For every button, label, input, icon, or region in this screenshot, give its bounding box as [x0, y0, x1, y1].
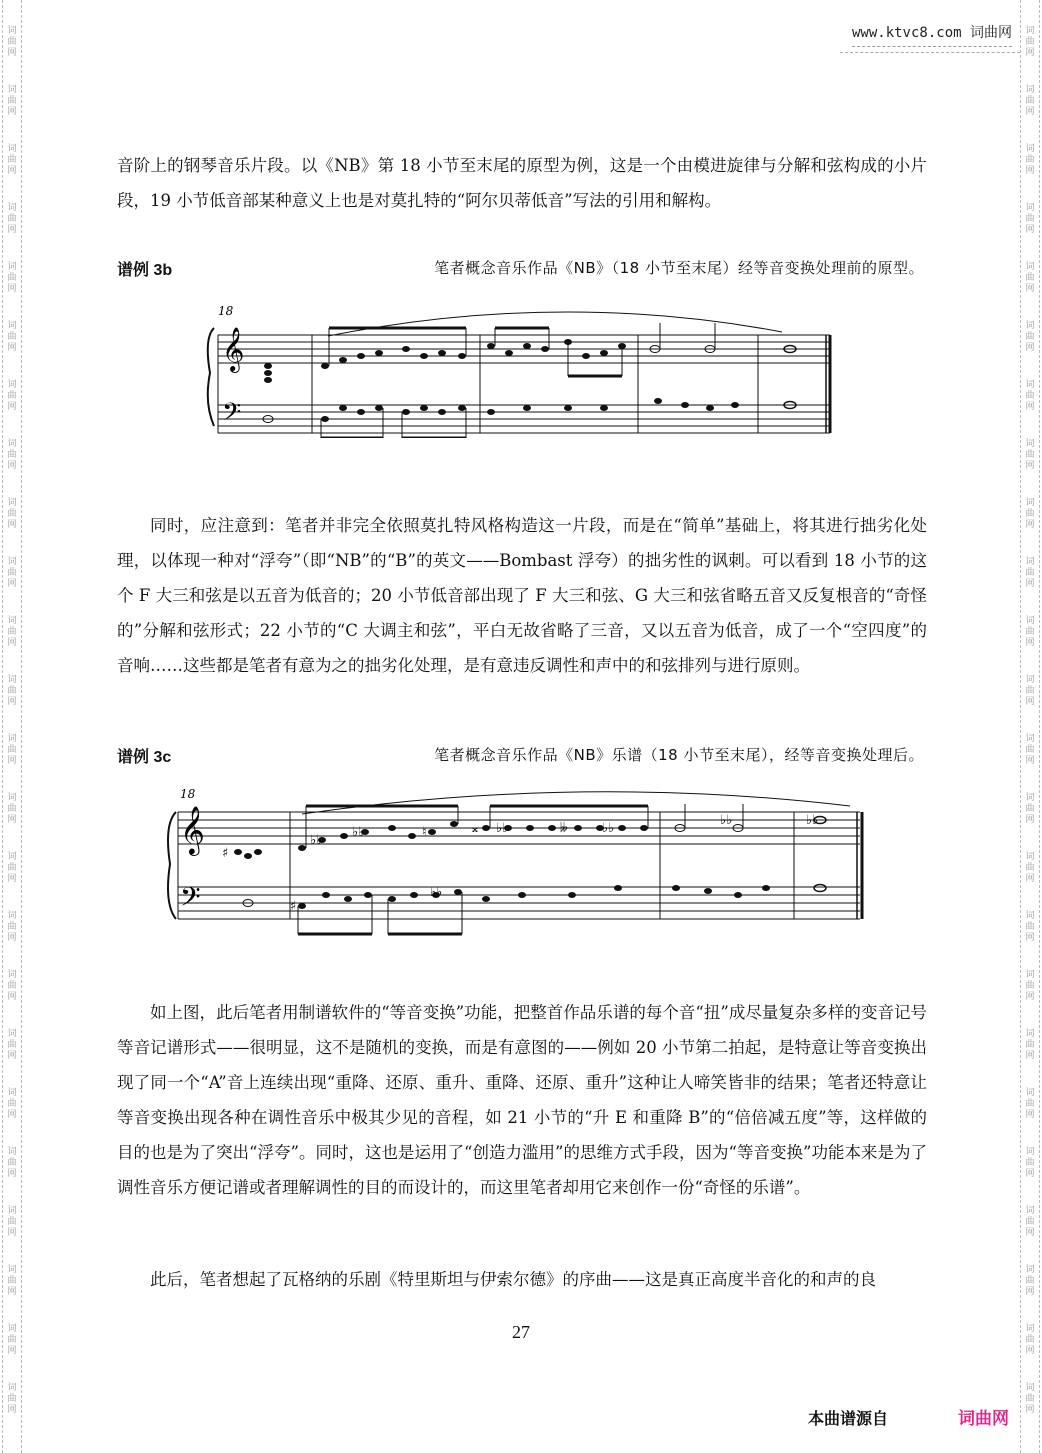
watermark-text: 词 曲 网 [1025, 793, 1035, 825]
watermark-text: 词 曲 网 [7, 1206, 17, 1238]
watermark-text: 词 曲 网 [1025, 380, 1035, 412]
watermark-text: 词 曲 网 [1025, 439, 1035, 471]
svg-text:♭♭: ♭♭ [496, 821, 509, 836]
score-example-3b [200, 298, 840, 438]
svg-text:♭♭: ♭♭ [430, 885, 443, 900]
score-example-3c [160, 784, 880, 944]
header-divider [840, 52, 1020, 53]
svg-text:♭♭: ♭♭ [720, 813, 733, 828]
svg-text:♭♭: ♭♭ [352, 825, 365, 840]
treble-notes [234, 817, 826, 860]
watermark-text: 词 曲 网 [1025, 675, 1035, 707]
watermark-text: 词 曲 网 [7, 1383, 17, 1415]
header-site-url: www.ktvc8.com 词曲网 [852, 22, 1012, 47]
phrase-slur [328, 312, 782, 336]
paragraph-2: 同时，应注意到：笔者并非完全依照莫扎特风格构造这一片段，而是在“简单”基础上，将其进行拙劣化处理，以体现一种对“浮夸”（即“NB”的“B”的英文——Bombast 浮夸）的拙劣性的讽刺。可以看到 18 小节的这个 F 大三和弦是以五音为低音的；20 小节低音部出现了 F 大三和弦、G 大三和弦省略五音又反复根音的“奇怪的”分解和弦形式；22 小节的“C 大调主和弦”，平白无故省略了三音，又以五音为低音，成了一个“空四度”的音响……这些都是笔者有意为之的拙劣化处理，是有意违反调性和声中的和弦排列与进行原则。 [117, 516, 927, 675]
paragraph-3: 如上图，此后笔者用制谱软件的“等音变换”功能，把整首作品乐谱的每个音“扭”成尽量复杂多样的变音记号等音记谱形式——很明显，这不是随机的变换，而是有意图的——例如 20 小节第二拍起，是特意让等音变换出现了同一个“A”音上连续出现“重降、还原、重升、重降、还原、重升”这种让人啼笑皆非的结果；笔者还特意让等音变换出现各种在调性音乐中极其少见的音程，如 21 小节的“升 E 和重降 B”的“倍倍减五度”等，这样做的目的也是为了突出“浮夸”。同时，这也是运用了“创造力滥用”的思维方式手段，因为“等音变换”功能本来是为了调性音乐方便记谱或者理解调性的目的而设计的，而这里笔者却用它来创作一份“奇怪的乐谱”。 [117, 1003, 927, 1197]
watermark-text: 词 曲 网 [7, 1324, 17, 1356]
page-number: 27 [512, 1322, 530, 1342]
watermark-text: 词 曲 网 [7, 1088, 17, 1120]
watermark-text: 词 曲 网 [7, 1147, 17, 1179]
treble-stems [306, 804, 743, 848]
example-3b-caption: 笔者概念音乐作品《NB》（18 小节至末尾）经等音变换处理前的原型。 [434, 259, 924, 277]
watermark-text: 词 曲 网 [1025, 1383, 1035, 1415]
bass-clef-icon: 𝄢 [222, 398, 242, 433]
barlines [218, 335, 830, 433]
watermark-text: 词 曲 网 [7, 970, 17, 1002]
example-3c-caption: 笔者概念音乐作品《NB》乐谱（18 小节至末尾），经等音变换处理后。 [434, 746, 924, 764]
measure-number: 18 [218, 304, 234, 318]
watermark-text: 词 曲 网 [7, 203, 17, 235]
watermark-text: 词 曲 网 [7, 1265, 17, 1297]
watermark-text: 词 曲 网 [7, 911, 17, 943]
svg-text:♭♭: ♭♭ [806, 813, 819, 828]
svg-text:♯: ♯ [290, 899, 297, 914]
watermark-text: 词 曲 网 [1025, 557, 1035, 589]
watermark-text: 词 曲 网 [7, 262, 17, 294]
system-brace [208, 328, 214, 426]
watermark-text: 词 曲 网 [7, 26, 17, 58]
watermark-text: 词 曲 网 [1025, 1265, 1035, 1297]
watermark-text: 词 曲 网 [1025, 1029, 1035, 1061]
watermark-text: 词 曲 网 [7, 321, 17, 353]
svg-text:♮: ♮ [422, 825, 427, 840]
watermark-text: 词 曲 网 [7, 1029, 17, 1061]
left-watermark-strip [2, 0, 22, 1453]
svg-text:♭♭: ♭♭ [310, 833, 323, 848]
bass-clef-icon: 𝄢 [180, 881, 201, 919]
treble-staff [218, 335, 830, 363]
example-3c-label: 谱例 3c [117, 749, 172, 766]
watermark-text: 词 曲 网 [7, 616, 17, 648]
paragraph-1: 音阶上的钢琴音乐片段。以《NB》第 18 小节至末尾的原型为例，这是一个由模进旋律与分解和弦构成的小片段，19 小节低音部某种意义上也是对莫扎特的“阿尔贝蒂低音”写法的引用和解构。 [117, 156, 927, 210]
treble-clef-icon: 𝄞 [180, 805, 205, 854]
watermark-text: 词 曲 网 [7, 734, 17, 766]
measure-number: 18 [180, 787, 196, 801]
paragraph-4: 此后，笔者想起了瓦格纳的乐剧《特里斯坦与伊索尔德》的序曲——这是真正高度半音化的和声的良 [150, 1270, 876, 1289]
watermark-text: 词 曲 网 [7, 85, 17, 117]
watermark-text: 词 曲 网 [1025, 1206, 1035, 1238]
watermark-text: 词 曲 网 [7, 793, 17, 825]
watermark-text: 词 曲 网 [1025, 26, 1035, 58]
watermark-text: 词 曲 网 [7, 439, 17, 471]
watermark-text: 词 曲 网 [1025, 734, 1035, 766]
treble-notes [264, 339, 796, 383]
treble-clef-icon: 𝄞 [222, 327, 245, 371]
example-3b-label: 谱例 3b [117, 262, 173, 279]
watermark-text: 词 曲 网 [7, 557, 17, 589]
svg-text:♯: ♯ [222, 846, 229, 861]
svg-text:𝄪: 𝄪 [472, 821, 478, 836]
watermark-text: 词 曲 网 [1025, 321, 1035, 353]
watermark-text: 词 曲 网 [7, 380, 17, 412]
watermark-text: 词 曲 网 [1025, 144, 1035, 176]
footer-brand-link[interactable]: 词曲网 [958, 1409, 1009, 1429]
watermark-column [3, 26, 21, 1416]
bass-staff [178, 887, 860, 919]
watermark-text: 词 曲 网 [1025, 1088, 1035, 1120]
watermark-text: 词 曲 网 [1025, 1324, 1035, 1356]
watermark-text: 词 曲 网 [7, 675, 17, 707]
phrase-slur [302, 792, 850, 814]
watermark-text: 词 曲 网 [1025, 498, 1035, 530]
watermark-text: 词 曲 网 [1025, 852, 1035, 884]
footer-source-label: 本曲谱源自 [808, 1409, 889, 1428]
watermark-column [1021, 26, 1039, 1416]
watermark-text: 词 曲 网 [1025, 85, 1035, 117]
svg-text:♭♭: ♭♭ [602, 821, 615, 836]
watermark-text: 词 曲 网 [1025, 203, 1035, 235]
bass-notes [243, 885, 826, 910]
watermark-text: 词 曲 网 [7, 852, 17, 884]
watermark-text: 词 曲 网 [1025, 1147, 1035, 1179]
system-brace [168, 812, 176, 919]
watermark-text: 词 曲 网 [1025, 911, 1035, 943]
svg-text:𝄫: 𝄫 [560, 821, 568, 836]
watermark-text: 词 曲 网 [1025, 970, 1035, 1002]
watermark-text: 词 曲 网 [1025, 262, 1035, 294]
treble-staff [178, 812, 860, 844]
watermark-text: 词 曲 网 [1025, 616, 1035, 648]
watermark-text: 词 曲 网 [7, 144, 17, 176]
right-watermark-strip [1020, 0, 1040, 1453]
watermark-text: 词 曲 网 [7, 498, 17, 530]
